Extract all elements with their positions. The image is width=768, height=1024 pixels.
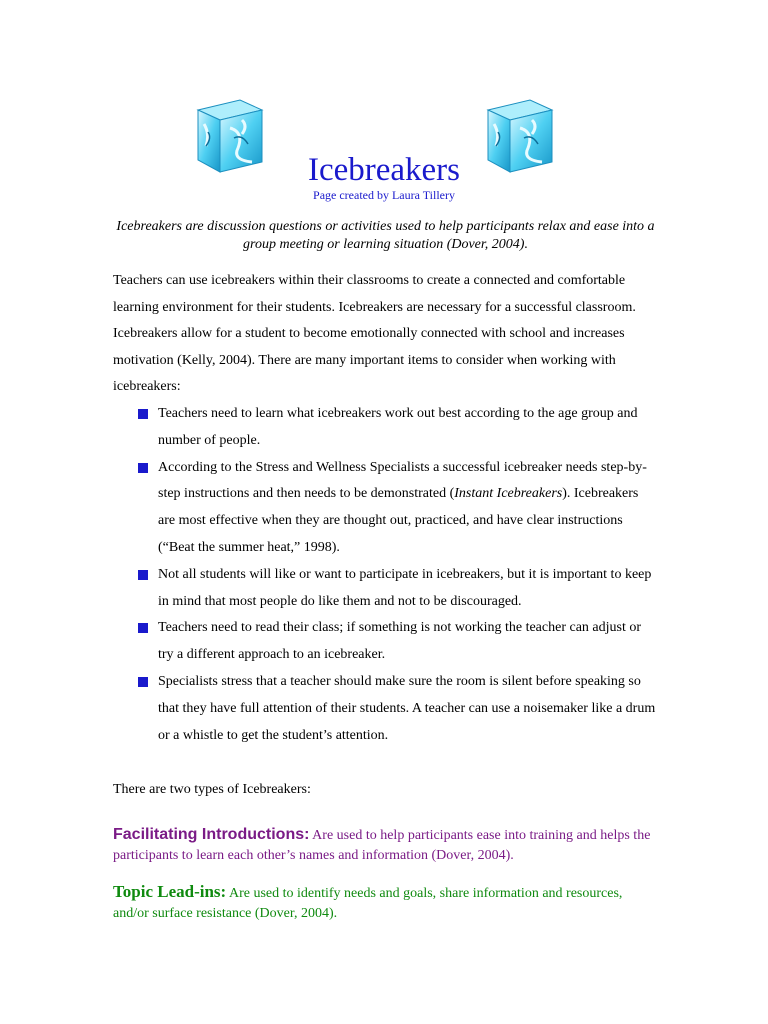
list-item-text: Teachers need to learn what icebreakers work out best according to the age group and number of people. [158,406,638,448]
square-bullet-icon [138,677,148,687]
list-item [138,455,658,562]
square-bullet-icon [138,463,148,473]
square-bullet-icon [138,623,148,633]
intro-definition: Icebreakers are discussion questions or activities used to help participants relax and ease into a group meeting or learning situation (Dover, 2004). [116,219,655,252]
type-description: Are used to help participants ease into training and helps the participants to learn each other’s names and information (Dover, 2004). [113,828,651,863]
types-intro: There are two types of Icebreakers: [113,782,311,797]
considerations-list [138,401,658,749]
list-item [138,401,658,455]
page-title: Icebreakers [307,152,461,188]
page-subtitle: Page created by Laura Tillery [313,188,455,202]
list-item-text: Not all students will like or want to participate in icebreakers, but it is important to keep in mind that most people do like them and not to be discouraged. [158,566,652,609]
list-item-text: Specialists stress that a teacher should make sure the room is silent before speaking so that they have full attention of their students. A teacher can use a noisemaker like a drum or a whistle to get the student’s attention. [158,673,656,743]
list-item [138,615,658,669]
topic-lead-ins-block [113,882,658,924]
body-paragraph: Teachers can use icebreakers within their classrooms to create a connected and comfortable learning environment for their students. Icebreakers are necessary for a successful classroom. Icebreakers allow for a student to become emotionally connected with school and increases motivation (Kelly, 2004). There are many important items to consider when working with icebreakers: [113,273,636,394]
list-item [138,562,658,616]
list-item [138,669,658,749]
type-heading: Topic Lead-ins: [113,882,227,901]
list-item-text: ). Icebreakers are most effective when they are thought out, practiced, and have clear instructions (“Beat the summer heat,” 1998). [158,486,639,555]
square-bullet-icon [138,409,148,419]
list-item-text: According to the Stress and Wellness Specialists a successful icebreaker needs step-by-step instructions and then needs to be demonstrated ( [158,459,647,502]
list-item-text: Teachers need to read their class; if something is not working the teacher can adjust or try a different approach to an icebreaker. [158,620,642,663]
type-description: Are used to identify needs and goals, share information and resources, and/or surface resistance (Dover, 2004). [113,886,623,921]
source-title: Instant Icebreakers [454,486,563,502]
type-heading: Facilitating Introductions: [113,826,310,843]
facilitating-introductions-block [113,825,658,866]
square-bullet-icon [138,570,148,580]
